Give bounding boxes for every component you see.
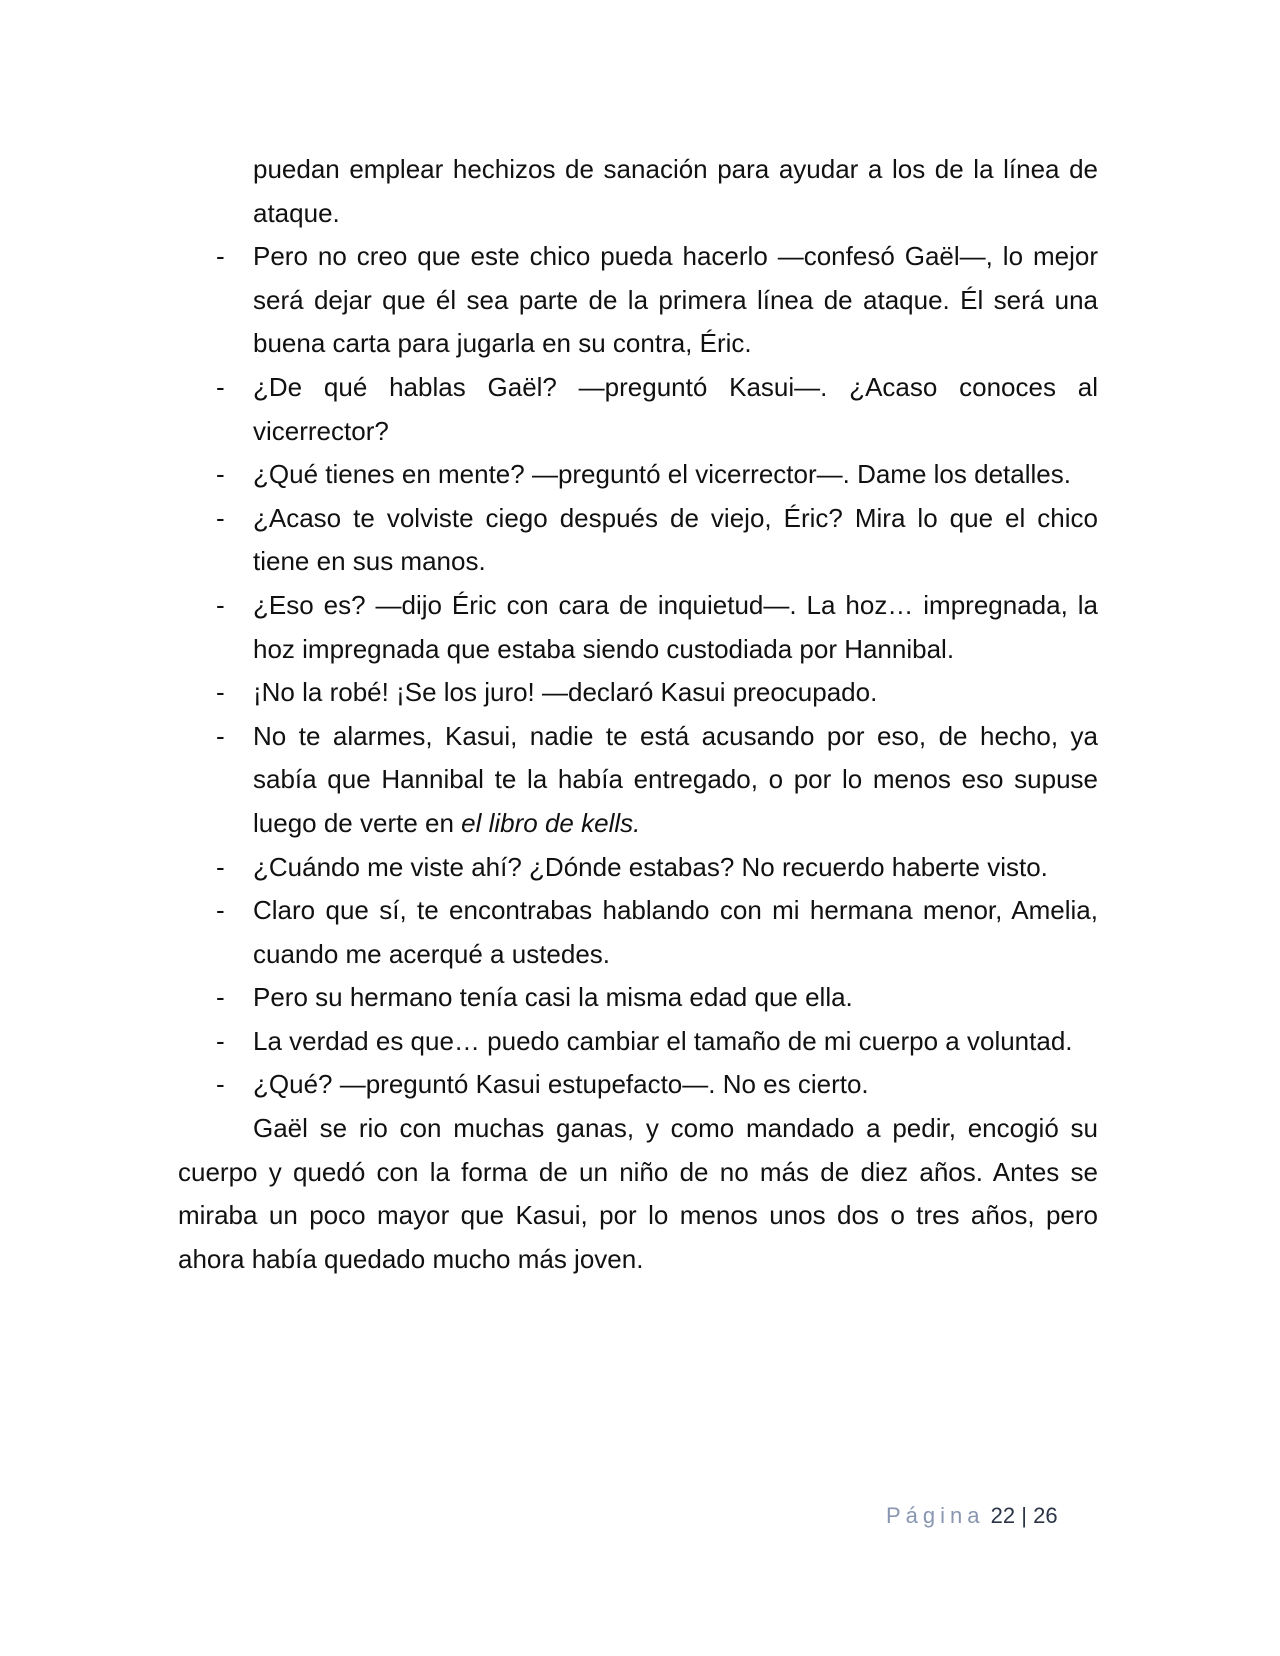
- dialogue-dash: -: [216, 502, 225, 533]
- dialogue-text: ¿De qué hablas Gaël? —preguntó Kasui—. ¿Acaso conoces al vicerrector?: [253, 371, 1098, 446]
- page-separator: |: [1021, 1503, 1027, 1528]
- dialogue-line: [178, 715, 1098, 846]
- continuation-paragraph: puedan emplear hechizos de sanación para ayudar a los de la línea de ataque.: [253, 154, 1098, 228]
- dialogue-text: ¿Cuándo me viste ahí? ¿Dónde estabas? No recuerdo haberte visto.: [253, 851, 1048, 882]
- dialogue-text: ¿Qué tienes en mente? —preguntó el vicerrector—. Dame los detalles.: [253, 459, 1071, 490]
- dialogue-text: ¿Eso es? —dijo Éric con cara de inquietud—. La hoz… impregnada, la hoz impregnada que estaba siendo custodiada por Hannibal.: [253, 589, 1098, 664]
- dialogue-text: Pero su hermano tenía casi la misma edad que ella.: [253, 982, 853, 1013]
- dialogue-line: [178, 453, 1098, 497]
- dialogue-dash: -: [216, 677, 225, 708]
- dialogue-dash: -: [216, 371, 225, 402]
- total-pages: 26: [1033, 1503, 1058, 1528]
- dialogue-line: [178, 366, 1098, 453]
- dialogue-text: ¿Acaso te volviste ciego después de viejo, Éric? Mira lo que el chico tiene en sus manos.: [253, 502, 1098, 577]
- dialogue-text: ¡No la robé! ¡Se los juro! —declaró Kasui preocupado.: [253, 677, 878, 708]
- dialogue-line: [178, 846, 1098, 890]
- dialogue-dash: -: [216, 851, 225, 882]
- current-page-number: 22: [990, 1503, 1016, 1528]
- dialogue-line: [178, 1020, 1098, 1064]
- dialogue-dash: -: [216, 589, 225, 620]
- dialogue-line: [178, 1063, 1098, 1107]
- closing-paragraph: Gaël se rio con muchas ganas, y como mandado a pedir, encogió su cuerpo y quedó con la forma de un niño de no más de diez años. Antes se miraba un poco mayor que Kasui, por lo menos unos dos o tres años, pero ahora había quedado mucho más joven.: [178, 1113, 1098, 1274]
- dialogue-dash: -: [216, 982, 225, 1013]
- page-footer: [886, 1503, 1058, 1529]
- dialogue-line: [178, 976, 1098, 1020]
- dialogue-text: Claro que sí, te encontrabas hablando con mi hermana menor, Amelia, cuando me acerqué a ustedes.: [253, 895, 1098, 969]
- dialogue-text: ¿Qué? —preguntó Kasui estupefacto—. No es cierto.: [253, 1069, 869, 1100]
- dialogue-line: [178, 584, 1098, 671]
- dialogue-text: La verdad es que… puedo cambiar el tamaño de mi cuerpo a voluntad.: [253, 1025, 1073, 1056]
- dialogue-dash: -: [216, 1025, 225, 1056]
- dialogue-line: [178, 235, 1098, 366]
- dialogue-line: [178, 671, 1098, 715]
- dialogue-dash: -: [216, 241, 225, 272]
- dialogue-text: Pero no creo que este chico pueda hacerlo —confesó Gaël—, lo mejor será dejar que él sea parte de la primera línea de ataque. Él será una buena carta para jugarla en su contra, Éric.: [253, 241, 1098, 359]
- page-label: Página: [886, 1503, 985, 1528]
- dialogue-line: [178, 889, 1098, 976]
- dialogue-text: No te alarmes, Kasui, nadie te está acusando por eso, de hecho, ya sabía que Hannibal te la había entregado, o por lo menos eso supuse luego de verte en: [253, 720, 1098, 838]
- book-title-italic: el libro de kells.: [461, 807, 641, 838]
- dialogue-dash: -: [216, 1069, 225, 1100]
- body-text: [178, 148, 1098, 1281]
- dialogue-dash: -: [216, 720, 225, 751]
- dialogue-dash: -: [216, 895, 225, 926]
- dialogue-line: [178, 497, 1098, 584]
- dialogue-dash: -: [216, 459, 225, 490]
